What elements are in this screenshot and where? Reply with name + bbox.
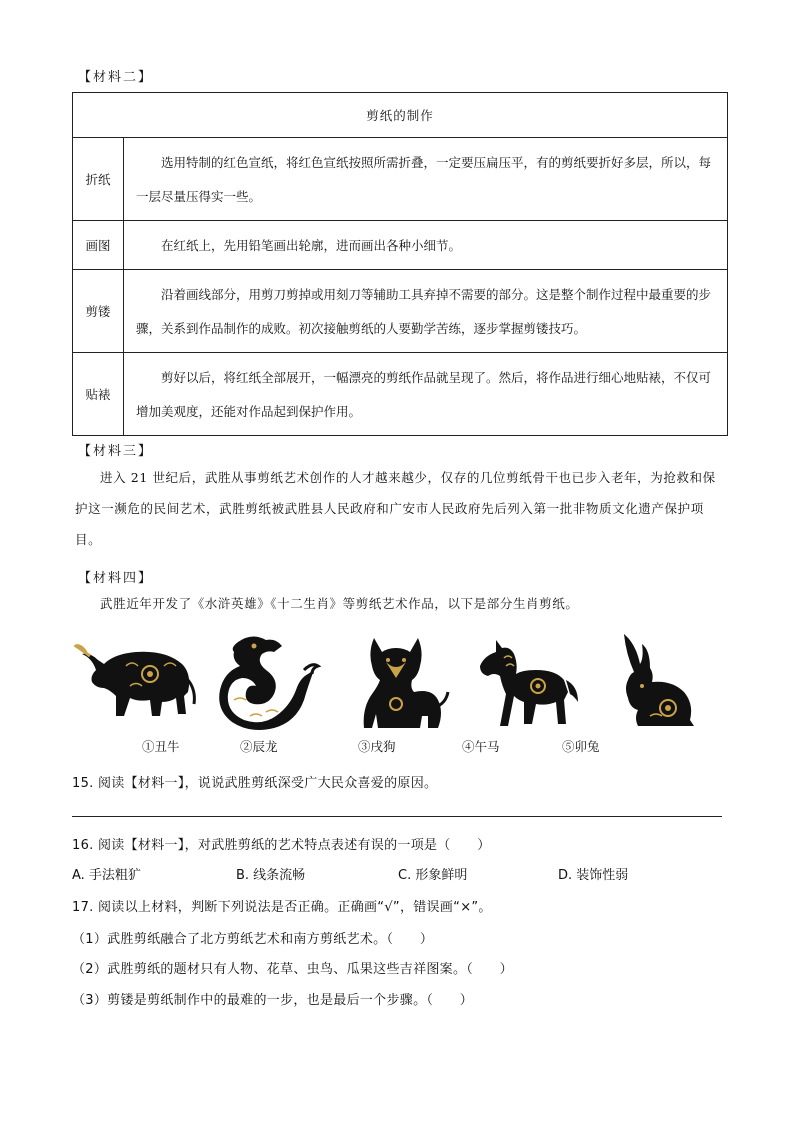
production-table bbox=[72, 92, 728, 436]
question-15: 15. 阅读【材料一】，说说武胜剪纸深受广大民众喜爱的原因。 bbox=[72, 776, 438, 791]
caption-horse: ④午马 bbox=[462, 739, 500, 754]
table-row bbox=[73, 353, 728, 436]
step-name: 剪镂 bbox=[73, 270, 124, 353]
dog-papercut-image bbox=[334, 630, 464, 738]
rabbit-papercut-image bbox=[594, 630, 724, 738]
option-b: B. 线条流畅 bbox=[236, 868, 306, 883]
question-17-item: （1）武胜剪纸融合了北方剪纸艺术和南方剪纸艺术。（ ） bbox=[72, 932, 434, 947]
table-title-row bbox=[73, 93, 728, 138]
step-text: 在红纸上，先用铅笔画出轮廓，进而画出各种小细节。 bbox=[124, 221, 728, 270]
question-17: 17. 阅读以上材料，判断下列说法是否正确。正确画“√”，错误画“×”。 bbox=[72, 900, 492, 915]
option-a: A. 手法粗犷 bbox=[72, 868, 141, 883]
table-row bbox=[73, 270, 728, 353]
zodiac-image-row bbox=[72, 630, 732, 760]
material-3-label: 【材料三】 bbox=[78, 444, 154, 459]
question-17-item: （2）武胜剪纸的题材只有人物、花草、虫鸟、瓜果这些吉祥图案。（ ） bbox=[72, 962, 513, 977]
step-text: 沿着画线部分，用剪刀剪掉或用刻刀等辅助工具弃掉不需要的部分。这是整个制作过程中最重要的步骤，关系到作品制作的成败。初次接触剪纸的人要勤学苦练，逐步掌握剪镂技巧。 bbox=[124, 270, 728, 353]
question-17-item: （3）剪镂是剪纸制作中的最难的一步，也是最后一个步骤。（ ） bbox=[72, 993, 474, 1008]
answer-line bbox=[72, 816, 722, 817]
ox-papercut-image bbox=[74, 630, 204, 738]
step-name: 贴裱 bbox=[73, 353, 124, 436]
question-16: 16. 阅读【材料一】，对武胜剪纸的艺术特点表述有误的一项是（ ） bbox=[72, 838, 491, 853]
option-c: C. 形象鲜明 bbox=[398, 868, 468, 883]
option-d: D. 装饰性弱 bbox=[558, 868, 629, 883]
caption-ox: ①丑牛 bbox=[142, 739, 180, 754]
material-3-text: 进入 21 世纪后，武胜从事剪纸艺术创作的人才越来越少，仅存的几位剪纸骨干也已步入老年，为抢救和保护这一濒危的民间艺术，武胜剪纸被武胜县人民政府和广安市人民政府先后列入第一批非物质文化遗产保护项目。 bbox=[75, 470, 716, 547]
material-4-label: 【材料四】 bbox=[78, 571, 154, 586]
step-text: 选用特制的红色宣纸，将红色宣纸按照所需折叠，一定要压扁压平，有的剪纸要折好多层，所以，每一层尽量压得实一些。 bbox=[124, 138, 728, 221]
caption-dog: ③戌狗 bbox=[358, 739, 396, 754]
table-row bbox=[73, 138, 728, 221]
step-text: 剪好以后，将红纸全部展开，一幅漂亮的剪纸作品就呈现了。然后，将作品进行细心地贴裱，不仅可增加美观度，还能对作品起到保护作用。 bbox=[124, 353, 728, 436]
table-title: 剪纸的制作 bbox=[73, 93, 728, 138]
material-4-text: 武胜近年开发了《水浒英雄》《十二生肖》等剪纸艺术作品，以下是部分生肖剪纸。 bbox=[100, 596, 579, 611]
caption-rabbit: ⑤卯兔 bbox=[562, 739, 600, 754]
horse-papercut-image bbox=[466, 630, 596, 738]
step-name: 折纸 bbox=[73, 138, 124, 221]
material-2-label: 【材料二】 bbox=[78, 70, 154, 85]
dragon-papercut-image bbox=[204, 630, 334, 738]
caption-dragon: ②辰龙 bbox=[240, 739, 278, 754]
step-name: 画图 bbox=[73, 221, 124, 270]
table-row bbox=[73, 221, 728, 270]
